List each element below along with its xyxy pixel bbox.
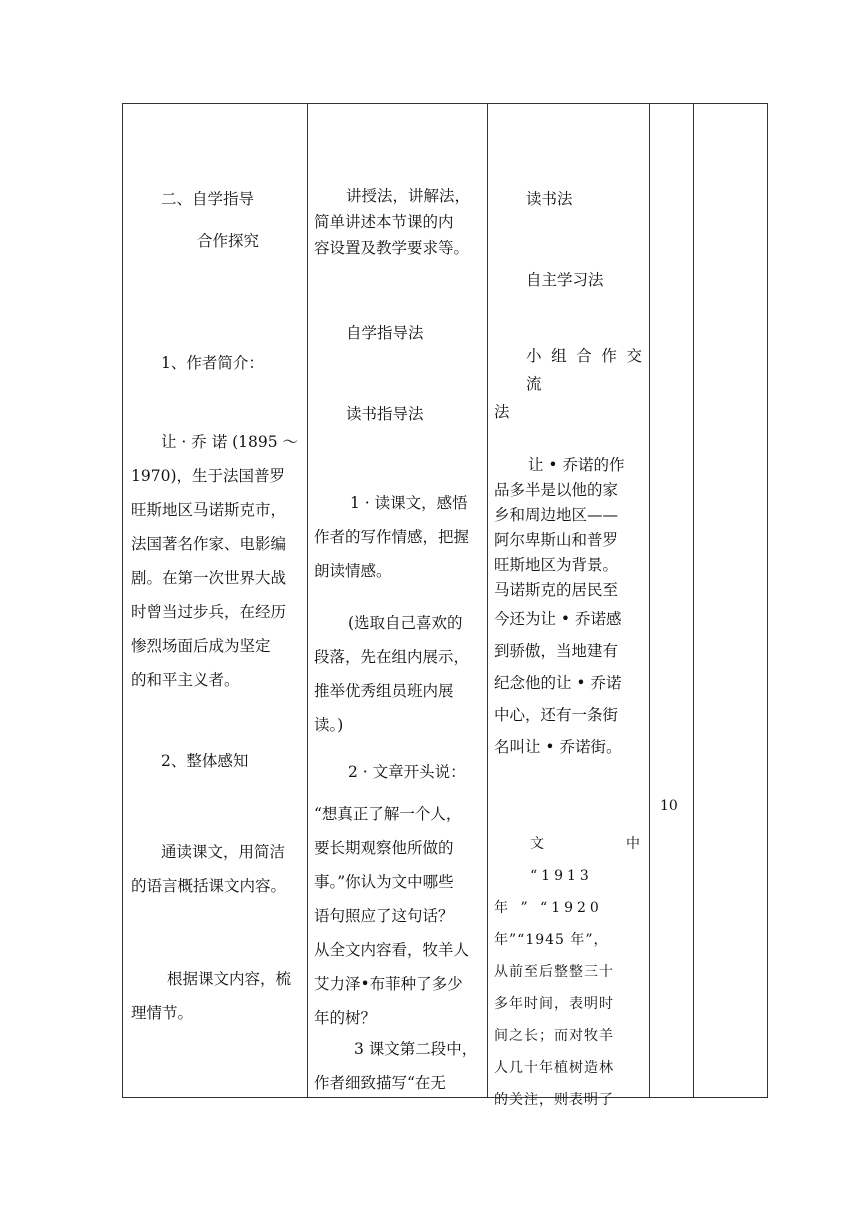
student-method: 读书法	[526, 190, 573, 208]
text-line: 人几十年植树造林	[494, 1060, 614, 1076]
text-line: 让 · 乔 诺 (1895 ～	[161, 433, 299, 451]
question-two-title: 2 · 文章开头说：	[348, 763, 466, 781]
text-line: 年的树？	[314, 1009, 377, 1027]
text-line: 的关注，则表明了	[494, 1092, 614, 1108]
text-line: 中心，还有一条街	[494, 706, 619, 724]
text-line: 时曾当过步兵，在经历	[131, 603, 287, 621]
student-method	[494, 342, 644, 426]
text-line: 讲授法，讲解法，	[346, 187, 471, 205]
text-line: 年”“1945 年”，	[494, 932, 609, 948]
overview-text	[131, 835, 303, 903]
text-line: 旺斯地区马诺斯克市，	[131, 501, 287, 519]
text-line: 今还为让 • 乔诺感	[494, 610, 622, 628]
author-heading: 1、作者简介：	[161, 354, 264, 372]
time-cell	[650, 104, 693, 1097]
section-subtitle: 合作探究	[197, 232, 260, 250]
text-line: 作者的写作情感，把握	[314, 528, 470, 546]
text-line: 作者细致描写“在无	[314, 1074, 446, 1092]
minutes-value: 10	[660, 798, 678, 814]
text-line: (选取自己喜欢的	[348, 614, 463, 632]
text-line: 的和平主义者。	[131, 671, 240, 689]
text-line: 要长期观察他所做的	[314, 839, 454, 857]
notes-cell	[694, 104, 768, 1097]
text-line: 容设置及教学要求等。	[314, 239, 470, 257]
text-line: 文 中 “1913	[530, 836, 644, 884]
text-line: 旺斯地区为背景。	[494, 556, 619, 574]
text-line: 惨烈场面后成为坚定	[131, 637, 271, 655]
author-note	[494, 453, 644, 763]
overview-heading: 2、整体感知	[161, 752, 249, 770]
text-line: 读。)	[314, 716, 344, 734]
student-activity-cell	[488, 104, 649, 1108]
years-note	[494, 828, 644, 1116]
text-line: 阿尔卑斯山和普罗	[494, 531, 619, 549]
question-three	[314, 1032, 484, 1100]
text-line: 到骄傲，当地建有	[494, 642, 619, 660]
text-line: 从全文内容看，牧羊人	[314, 941, 470, 959]
text-line: 的语言概括课文内容。	[131, 877, 287, 895]
text-line: 段落，先在组内展示，	[314, 648, 470, 666]
text-line: 朗读情感。	[314, 562, 392, 580]
plot-text	[131, 962, 303, 1030]
text-line: 马诺斯克的居民至	[494, 581, 619, 599]
question-two	[314, 797, 484, 1035]
text-line: 纪念他的让 • 乔诺	[494, 674, 622, 692]
section-title: 二、自学指导	[161, 190, 255, 208]
text-line: 小 组 合 作 交 流	[526, 347, 644, 393]
text-line: 艾力泽•布菲种了多少	[314, 975, 463, 993]
text-line: 多年时间，表明时	[494, 996, 614, 1012]
text-line: 间之长；而对牧羊	[494, 1028, 614, 1044]
question-one	[314, 486, 484, 588]
text-line: 简单讲述本节课的内	[314, 213, 454, 231]
text-line: 根据课文内容，梳	[167, 970, 292, 988]
text-line: 名叫让 • 乔诺街。	[494, 738, 622, 756]
text-line: 1 · 读课文，感悟	[350, 494, 468, 512]
text-line: 法	[494, 403, 510, 421]
text-line: 1970)，生于法国普罗	[131, 467, 285, 485]
text-line: 从前至后整整三十	[494, 964, 614, 980]
text-line: 剧。在第一次世界大战	[131, 569, 287, 587]
method-label: 自学指导法	[346, 324, 424, 342]
text-line: 语句照应了这句话？	[314, 907, 454, 925]
text-line: 事。”你认为文中哪些	[314, 873, 454, 891]
text-line: 年 ” “1920	[494, 900, 603, 916]
question-one-note	[314, 606, 484, 742]
text-line: 品多半是以他的家	[494, 481, 619, 499]
author-intro	[131, 425, 303, 697]
method-description	[314, 183, 484, 261]
text-line: 法国著名作家、电影编	[131, 535, 287, 553]
text-line: 让 • 乔诺的作	[528, 456, 625, 474]
text-line: “想真正了解一个人，	[314, 805, 462, 823]
teaching-content-cell	[123, 104, 307, 1097]
text-line: 通读课文，用简洁	[161, 843, 286, 861]
text-line: 理情节。	[131, 1004, 194, 1022]
method-label: 读书指导法	[346, 405, 424, 423]
text-line: 3 课文第二段中，	[354, 1040, 478, 1058]
lesson-plan-table	[122, 103, 768, 1108]
teacher-activity-cell	[308, 104, 487, 1097]
student-method: 自主学习法	[526, 271, 604, 289]
text-line: 乡和周边地区——	[494, 506, 619, 524]
text-line: 推举优秀组员班内展	[314, 682, 454, 700]
